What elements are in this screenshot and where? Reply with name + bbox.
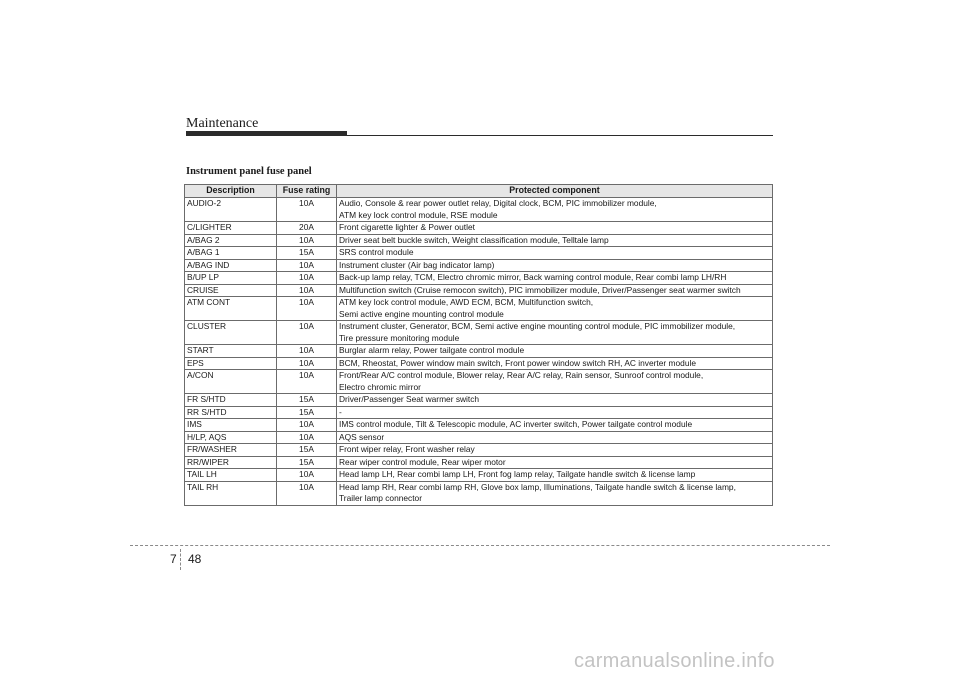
footer-divider — [180, 549, 181, 570]
table-row — [185, 297, 773, 321]
table-row — [185, 198, 773, 222]
protected-component — [337, 370, 773, 394]
protected-component-line: IMS control module, Tilt & Telescopic module, AC inverter switch, Power tailgate control module — [339, 419, 693, 429]
fuse-description: RR S/HTD — [185, 406, 277, 419]
protected-component — [337, 431, 773, 444]
protected-component-line: Trailer lamp connector — [339, 493, 423, 503]
protected-component-line: SRS control module — [339, 247, 414, 257]
fuse-rating: 15A — [277, 406, 337, 419]
fuse-description: IMS — [185, 419, 277, 432]
protected-component — [337, 259, 773, 272]
fuse-description: START — [185, 345, 277, 358]
table-row — [185, 247, 773, 260]
protected-component-line: Front wiper relay, Front washer relay — [339, 444, 475, 454]
protected-component-line: Head lamp LH, Rear combi lamp LH, Front fog lamp relay, Tailgate handle switch & license lamp — [339, 469, 696, 479]
protected-component-line: ATM key lock control module, AWD ECM, BCM, Multifunction switch, — [339, 297, 594, 307]
section-title: Instrument panel fuse panel — [186, 166, 312, 177]
table-row — [185, 222, 773, 235]
fuse-rating: 20A — [277, 222, 337, 235]
fuse-description: H/LP, AQS — [185, 431, 277, 444]
fuse-rating: 10A — [277, 481, 337, 505]
protected-component — [337, 481, 773, 505]
protected-component — [337, 284, 773, 297]
fuse-description: CRUISE — [185, 284, 277, 297]
chapter-number: 7 — [170, 552, 177, 566]
protected-component-line: AQS sensor — [339, 431, 385, 442]
fuse-description: FR S/HTD — [185, 394, 277, 407]
protected-component — [337, 419, 773, 432]
footer-dashed-rule — [130, 545, 830, 546]
fuse-rating: 15A — [277, 247, 337, 260]
protected-component — [337, 406, 773, 419]
table-row — [185, 444, 773, 457]
fuse-description: A/BAG IND — [185, 259, 277, 272]
table-row — [185, 345, 773, 358]
protected-component-line: Semi active engine mounting control module — [339, 308, 504, 319]
fuse-rating: 15A — [277, 444, 337, 457]
table-row — [185, 357, 773, 370]
fuse-table — [184, 184, 773, 506]
protected-component-line: Rear wiper control module, Rear wiper motor — [339, 456, 506, 467]
protected-component — [337, 357, 773, 370]
protected-component-line: Driver seat belt buckle switch, Weight classification module, Telltale lamp — [339, 234, 609, 245]
table-header-row — [185, 185, 773, 198]
table-row — [185, 370, 773, 394]
table-row — [185, 456, 773, 469]
table-row — [185, 406, 773, 419]
fuse-rating: 10A — [277, 357, 337, 370]
protected-component-line: Instrument cluster, Generator, BCM, Semi active engine mounting control module, PIC immobilizer module, — [339, 321, 736, 331]
table-row — [185, 259, 773, 272]
protected-component-line: Back-up lamp relay, TCM, Electro chromic mirror, Back warning control module, Rear combi lamp LH/RH — [339, 272, 727, 282]
header-rule-accent — [186, 131, 347, 136]
fuse-rating: 10A — [277, 297, 337, 321]
protected-component-line: Front/Rear A/C control module, Blower relay, Rear A/C relay, Rain sensor, Sunroof control module, — [339, 370, 704, 380]
fuse-description: A/BAG 1 — [185, 247, 277, 260]
protected-component — [337, 222, 773, 235]
protected-component-line: Head lamp RH, Rear combi lamp RH, Glove box lamp, Illuminations, Tailgate handle switch & license lamp, — [339, 481, 736, 492]
fuse-rating: 15A — [277, 394, 337, 407]
protected-component-line: ATM key lock control module, RSE module — [339, 209, 498, 220]
page-number: 48 — [188, 552, 202, 566]
fuse-description: FR/WASHER — [185, 444, 277, 457]
table-row — [185, 321, 773, 345]
protected-component-line: Front cigarette lighter & Power outlet — [339, 222, 475, 232]
table-row — [185, 481, 773, 505]
watermark-text: carmanualsonline.info — [574, 650, 775, 672]
table-row — [185, 469, 773, 482]
fuse-rating: 15A — [277, 456, 337, 469]
fuse-description: C/LIGHTER — [185, 222, 277, 235]
fuse-description: A/CON — [185, 370, 277, 394]
table-row — [185, 394, 773, 407]
fuse-rating: 10A — [277, 370, 337, 394]
fuse-description: EPS — [185, 357, 277, 370]
table-row — [185, 431, 773, 444]
fuse-rating: 10A — [277, 198, 337, 222]
fuse-rating: 10A — [277, 284, 337, 297]
fuse-description: CLUSTER — [185, 321, 277, 345]
column-header-protected-component: Protected component — [337, 185, 773, 198]
protected-component — [337, 394, 773, 407]
protected-component-line: Electro chromic mirror — [339, 381, 421, 392]
protected-component-line: Instrument cluster (Air bag indicator lamp) — [339, 259, 495, 270]
fuse-description: TAIL RH — [185, 481, 277, 505]
column-header-description: Description — [185, 185, 277, 198]
protected-component — [337, 469, 773, 482]
protected-component — [337, 198, 773, 222]
protected-component-line: Burglar alarm relay, Power tailgate control module — [339, 345, 525, 355]
fuse-rating: 10A — [277, 272, 337, 285]
protected-component-line: Tire pressure monitoring module — [339, 332, 460, 343]
fuse-description: RR/WIPER — [185, 456, 277, 469]
fuse-description: ATM CONT — [185, 297, 277, 321]
table-row — [185, 272, 773, 285]
table-row — [185, 234, 773, 247]
fuse-description: B/UP LP — [185, 272, 277, 285]
fuse-rating: 10A — [277, 345, 337, 358]
fuse-rating: 10A — [277, 419, 337, 432]
protected-component-line: Multifunction switch (Cruise remocon switch), PIC immobilizer module, Driver/Passenger seat warmer switch — [339, 284, 741, 295]
fuse-description: AUDIO-2 — [185, 198, 277, 222]
fuse-description: A/BAG 2 — [185, 234, 277, 247]
fuse-rating: 10A — [277, 234, 337, 247]
protected-component-line: Driver/Passenger Seat warmer switch — [339, 394, 480, 404]
protected-component — [337, 456, 773, 469]
column-header-fuse-rating: Fuse rating — [277, 185, 337, 198]
protected-component — [337, 444, 773, 457]
fuse-rating: 10A — [277, 259, 337, 272]
protected-component — [337, 234, 773, 247]
protected-component-line: BCM, Rheostat, Power window main switch, Front power window switch RH, AC inverter module — [339, 357, 696, 368]
protected-component — [337, 297, 773, 321]
page-header-title: Maintenance — [186, 116, 259, 131]
table-row — [185, 419, 773, 432]
protected-component — [337, 247, 773, 260]
protected-component-line: Audio, Console & rear power outlet relay, Digital clock, BCM, PIC immobilizer module, — [339, 198, 657, 208]
fuse-description: TAIL LH — [185, 469, 277, 482]
fuse-rating: 10A — [277, 321, 337, 345]
protected-component — [337, 272, 773, 285]
fuse-rating: 10A — [277, 431, 337, 444]
protected-component-line: - — [339, 406, 342, 417]
fuse-rating: 10A — [277, 469, 337, 482]
table-row — [185, 284, 773, 297]
protected-component — [337, 321, 773, 345]
protected-component — [337, 345, 773, 358]
